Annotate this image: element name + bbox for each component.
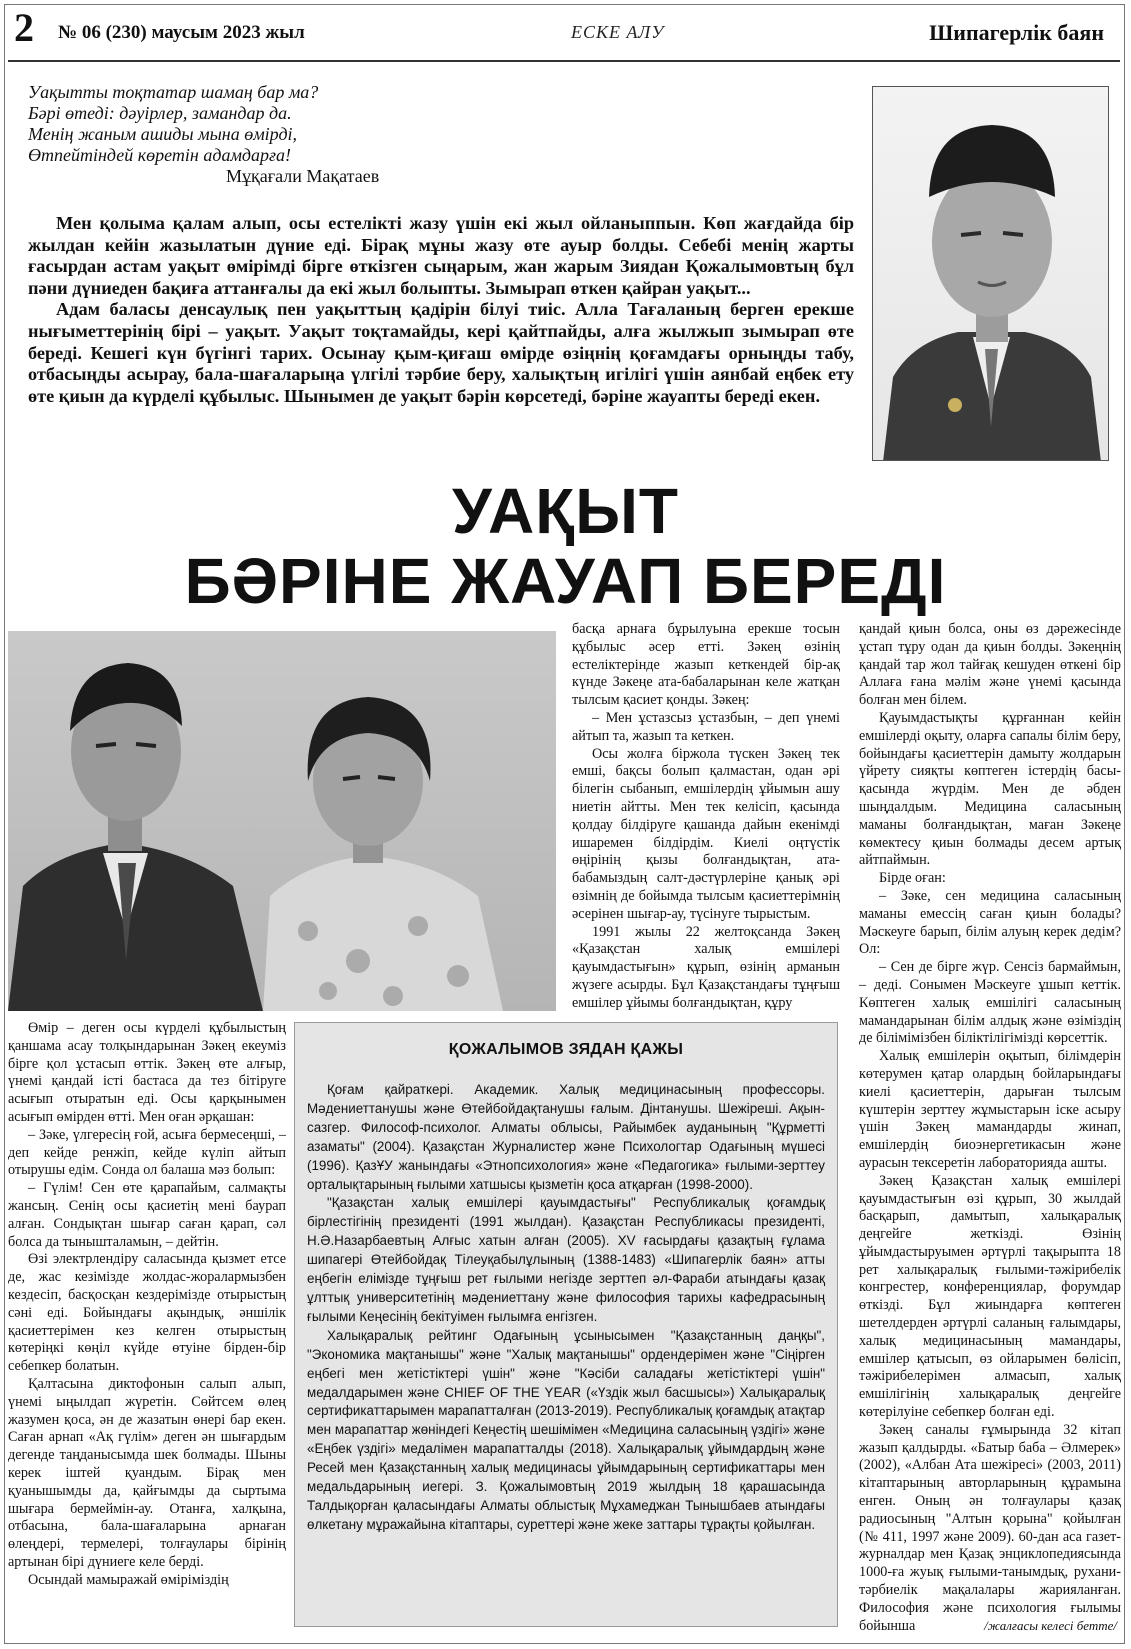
paragraph: – Гүлім! Сен өте қарапайым, салмақты жансың. Сенің осы қасиетің мені баурап алған. Сондықтан шығар саған қарап, сәл болса да тынышталамын, – дейтін. — [8, 1180, 286, 1250]
poem-line: Өтпейтіндей көретін адамдарға! — [28, 145, 292, 165]
paragraph: – Зәке, сен медицина саласының маманы емессің саған қиын болады? Мәскеуге барып, білім алуың керек дедім? Ол: — [859, 887, 1121, 958]
portrait-photo — [872, 86, 1109, 461]
poem-line: Уақытты тоқтатар шамаң бар ма? — [28, 82, 319, 102]
page-header — [8, 5, 1122, 58]
biography-body — [307, 1081, 825, 1535]
paragraph: Қауымдастықты құрғаннан кейін емшілерді оқыту, оларға сапалы білім беру, бойындағы қасиеттерін дамыту жолдарын үйрету сияқты көптеген істердің басы-қасында жүрдім. Мен де әбден шыңдалдым. Медицина саласының маманы болғандықтан, маған Зәкеңе көмектесу қиын болмады десем артық айтпаймын. — [859, 709, 1121, 869]
paragraph: – Мен ұстазсыз ұстазбын, – деп үнемі айтып та, жазып та кеткен. — [572, 709, 840, 744]
biography-box — [294, 1022, 838, 1627]
paragraph: Бірде оған: — [879, 870, 946, 887]
intro-paragraph: Адам баласы денсаулық пен уақыттың қадірін білуі тиіс. Алла Тағаланың берген ерекше нығыметтерінің бірі – уақыт. Уақыт тоқтамайды, кері қайтпайды, алға жылжып зымырап өте береді. Кешегі күн бүгінгі тарих. Осынау қым-қиғаш өмірде өзіңнің қоғамдағы орныңды табу, отбасыңды асырау, бала-шағаларыңа үлгілі тәрбие беру, халықтың игілігі үшін аянбай еңбек ету өте қиын да күрделі құбылыс. Шынымен де уақыт бәрін көрсетеді, бәріне жауапты береді екен. — [28, 299, 854, 406]
column-2 — [572, 621, 840, 1013]
biography-title: ҚОЖАЛЫМОВ ЗЯДАН ҚАЖЫ — [448, 1041, 684, 1058]
paragraph: Зәкең саналы ғұмырында 32 кітап жазып қалдырды. «Батыр баба – Әлмерек» (2002), «Албан Ата шежіресі» (2003, 2011) кітаптарының авторларының құрамына енген. Оның ән толғаулары қазақ радиосының "Алтын қорына" қойылған (№ 411, 1997 және 2009). 60-дан аса газет-журналдар мен Қазақ энциклопедиясында 1000-ға жуық ғылыми-танымдық, рухани-тәрбиелік мақалалары жарияланған. Философия және психология ғылымы бойынша — [859, 1421, 1121, 1634]
couple-illustration — [8, 631, 556, 1011]
page-number: 2 — [14, 5, 34, 50]
portrait-illustration — [873, 87, 1109, 461]
header-rule — [8, 60, 1120, 62]
paragraph: Өмір – деген осы күрделі құбылыстың қаншама асау толқындарынан Зәкең екеуміз бірге қол ұстасып өттік. Зәкең өте алғыр, үнемі қандай істі бастаса да тез бітіруге асығып отыратын еді. Осы қарқынымен асығып өмірден өтті. Мен оған әрқашан: — [8, 1020, 286, 1125]
title-line: УАҚЫТ — [451, 475, 680, 547]
biography-paragraph: "Қазақстан халық емшілері қауымдастығы" Республикалық қоғамдық бірлестігінің президенті (1991 жылдан). Қазақстан Республикасы президенті, Н.Ә.Назарбаевтың Алғыс хатын алған (2005). XV ғасырдағы қазақтың ғұлама шипагері Өтейбойдақ Тілеуқабылұлының (1388-1483) «Шипагерлік баян» атты еңбегін елімізде тұңғыш рет ғылыми негізде зерттеп әл-Фараби атындағы қазақ ұлттық университетінің мәдениеттану және философия тарихы кафедрасының ғылыми Кеңесінің бекітуімен ғылымға енгізген. — [307, 1195, 825, 1324]
paragraph: қандай қиын болса, оны өз дәрежесінде ұстап тұру одан да қиын болды. Зәкеңнің қандай тар жол тайғақ кешуден өткені бір Аллаға ғана мәлім және үнемі қасында болған мен білем. — [859, 621, 1121, 709]
poem-author: Мұқағали Мақатаев — [226, 166, 380, 186]
paragraph: Қалтасына диктофонын салып алып, үнемі ыңылдап жүретін. Сөйтсем өлең жазумен қоса, ән де жазатын өнері бар екен. Саған арнап «Ақ гүлім» деген ән шығардым дегенде таңданысымда шек болмады. Шыны керек іштей қуандым. Бірақ мен қуанышымды да, қайғымды да сыртыма шығара бермеймін-ау. Отанға, халқына, отбасына, бала-шағаларына арнаған өлеңдері, термелері, толғаулары бірінің артынан бірі дүниеге келе берді. — [8, 1375, 286, 1570]
poem-line: Менің жаным ашиды мына өмірді, — [28, 124, 298, 144]
paragraph: Осындай мамыражай өміріміздің — [28, 1571, 229, 1588]
biography-paragraph: Қоғам қайраткері. Академик. Халық медицинасының профессоры. Мәдениеттанушы және Өтейбойдақтанушы ғалым. Дінтанушы. Шежіреші. Ақын-сазгер. Философ-психолог. Алматы облысы, Райымбек ауданының "Құрметті азаматы" (2004). Қазақстан Журналистер және Психологтар Одағының мүшесі (1996). ҚазҰУ жанындағы «Этнопсихология» және «Педагогика» ғылыми-зерттеу орталықтарының ғылыми хатшысы қызметін қоса атқарған (1998-2000). — [307, 1082, 825, 1192]
title-line: БӘРІНЕ ЖАУАП БЕРЕДІ — [184, 545, 947, 617]
couple-photo — [8, 631, 556, 1011]
intro-paragraph: Мен қолыма қалам алып, осы естелікті жазу үшін екі жыл ойланыппын. Көп жағдайда бір жылдан кейін жазылатын дүние еді. Бірақ мұны жазу өте ауыр болды. Себебі менің жарты ғасырдан астам уақыт өмірімді бірге өткізген сыңарым, жан жарым Зиядан Қожалымовтың бұл пәни дүниеден бақиға аттанғалы да екі жыл болыпты. Зымырап өткен қайран уақыт... — [28, 213, 854, 298]
poem-line: Бәрі өтеді: дәуірлер, замандар да. — [28, 103, 292, 123]
column-1 — [8, 1020, 286, 1590]
issue-info: № 06 (230) маусым 2023 жыл — [58, 22, 305, 43]
article-title — [0, 476, 1131, 616]
paragraph: Халық емшілерін оқытып, білімдерін көтерумен қатар олардың бойларындағы киелі қасиеттерін, дарыған тылсым күштерін зерттеу жұмыстарын іске асыру үшін Зәкең мамандарды жинап, емшілердің биоэнергетикасын және аурасын тексеретін лабораторияда ашты. — [859, 1048, 1121, 1171]
paragraph: 1991 жылы 22 желтоқсанда Зәкең «Қазақстан халық емшілері қауымдастығын» құрып, өзінің арманын жүзеге асырды. Бұл Қазақстандағы тұңғыш емшілер ұйымы болғандықтан, құру — [572, 923, 840, 1011]
paragraph: басқа арнаға бұрылуына ерекше тосын құбылыс әсер етті. Зәкең өзінің естеліктерінде жазып кеткендей бір-ақ күнде Зәкеңе ата-бабаларынан келе жатқан тылсым қасиет қонды. Зәкең: — [572, 621, 840, 709]
continued-note: /жалғасы келесі бетте/ — [984, 1618, 1117, 1633]
paragraph: Зәкең Қазақстан халық емшілері қауымдастығын өзі құрып, 30 жылдай басқарып, дамытып, халықаралық деңгейге жеткізді. Өзінің ұйымдастыруымен әртүрлі тақырыпта 18 рет халықаралық ғылыми-тәжірибелік конгрестер, конференциялар, форумдар өткізді. Бұл жиындарға көптеген шетелдерден әртүрлі саланың ғалымдары, халық медицинасының мамандары, емшілер қатысып, өз ойларымен бөлісіп, тәжірибелерімен алмасып, халық емшілігінің халықаралық деңгейге көтерілуіне себепкер болған еді. — [859, 1172, 1121, 1421]
paragraph: Осы жолға біржола түскен Зәкең тек емші, бақсы болып қалмастан, одан әрі білегін сыбанып, емшілердің ұйымын ашу ниетін айтты. Мен тек келісіп, қасында қолдау білдіруге қашанда дайын екенімді ишаремен білдірдім. Киелі оңтүстік өңірінің қызы болғандықтан, ата-бабамыздың салт-дәстүрлеріне қанық әрі өзімнің де бойымда тылсым қасиеттерімнің әсерінен шығар-ау, түсінуге тырыстым. — [572, 745, 840, 922]
section-title: Шипагерлік баян — [929, 20, 1104, 45]
paragraph: – Зәке, үлгересің ғой, асыға бермесеңші, – деп кейде ренжіп, кейде күліп айтып отырушы едім. Сонда ол балаша мәз болып: — [8, 1126, 286, 1179]
biography-paragraph: Халықаралық рейтинг Одағының ұсынысымен "Қазақстанның даңқы", "Экономика мақтанышы" және "Халық мақтанышы" ордендерімен және "Сіңірген еңбегі мен жетістіктері үшін" және "Кәсіби саладағы жетістіктері үшін" медалдарымен және CHIEF OF THE YEAR («Үздік жыл басшысы») Халықаралық сертификаттарымен марапатталған (2013-2019). Республикалық қоғамдық атақтар мен марапаттар жөніндегі Кеңестің шешімімен «Медицина саласының үздігі» және «Еңбек үздігі» медалімен марапатталды (2018). Халықаралық ұйымдардың және Ресей мен Қазақстанның халық медицинасы ұйымдарының сертификаттары мен медальдарының иегері. З. Қожалымовтың 2019 жылдың 18 қарашасында Талдықорған қаласындағы Алматы облыстық Мұхамеджан Тынышбаев атындағы өлкетану мұражайына кітаптары, суреттері және жеке заттары тұрақты қойылған. — [307, 1327, 825, 1532]
paragraph: – Сен де бірге жүр. Сенсіз бармаймын, – деді. Сонымен Мәскеуге ұшып кеттік. Көптеген халық емшілігі саласының мамандарынан білім алдық және өзіміздің де білімімізбен біліктілігімізді көрсеттік. — [859, 959, 1121, 1047]
rubric: ЕСКЕ АЛУ — [571, 22, 665, 42]
column-3 — [859, 621, 1121, 1635]
paragraph: Өзі электрлендіру саласында қызмет етсе де, жас кезімізде жолдас-жоралармызбен кездесіп, басқосқан кездерімізде отырыстың сәні еді. Бойындағы ақындық, әншілік қасиеттерімен кез келген отырыстың көтеріңкі көңіл күйде өтуіне бірден-бір себепкер болатын. — [8, 1251, 286, 1375]
epigraph-poem — [28, 82, 588, 187]
intro-text — [28, 213, 854, 407]
